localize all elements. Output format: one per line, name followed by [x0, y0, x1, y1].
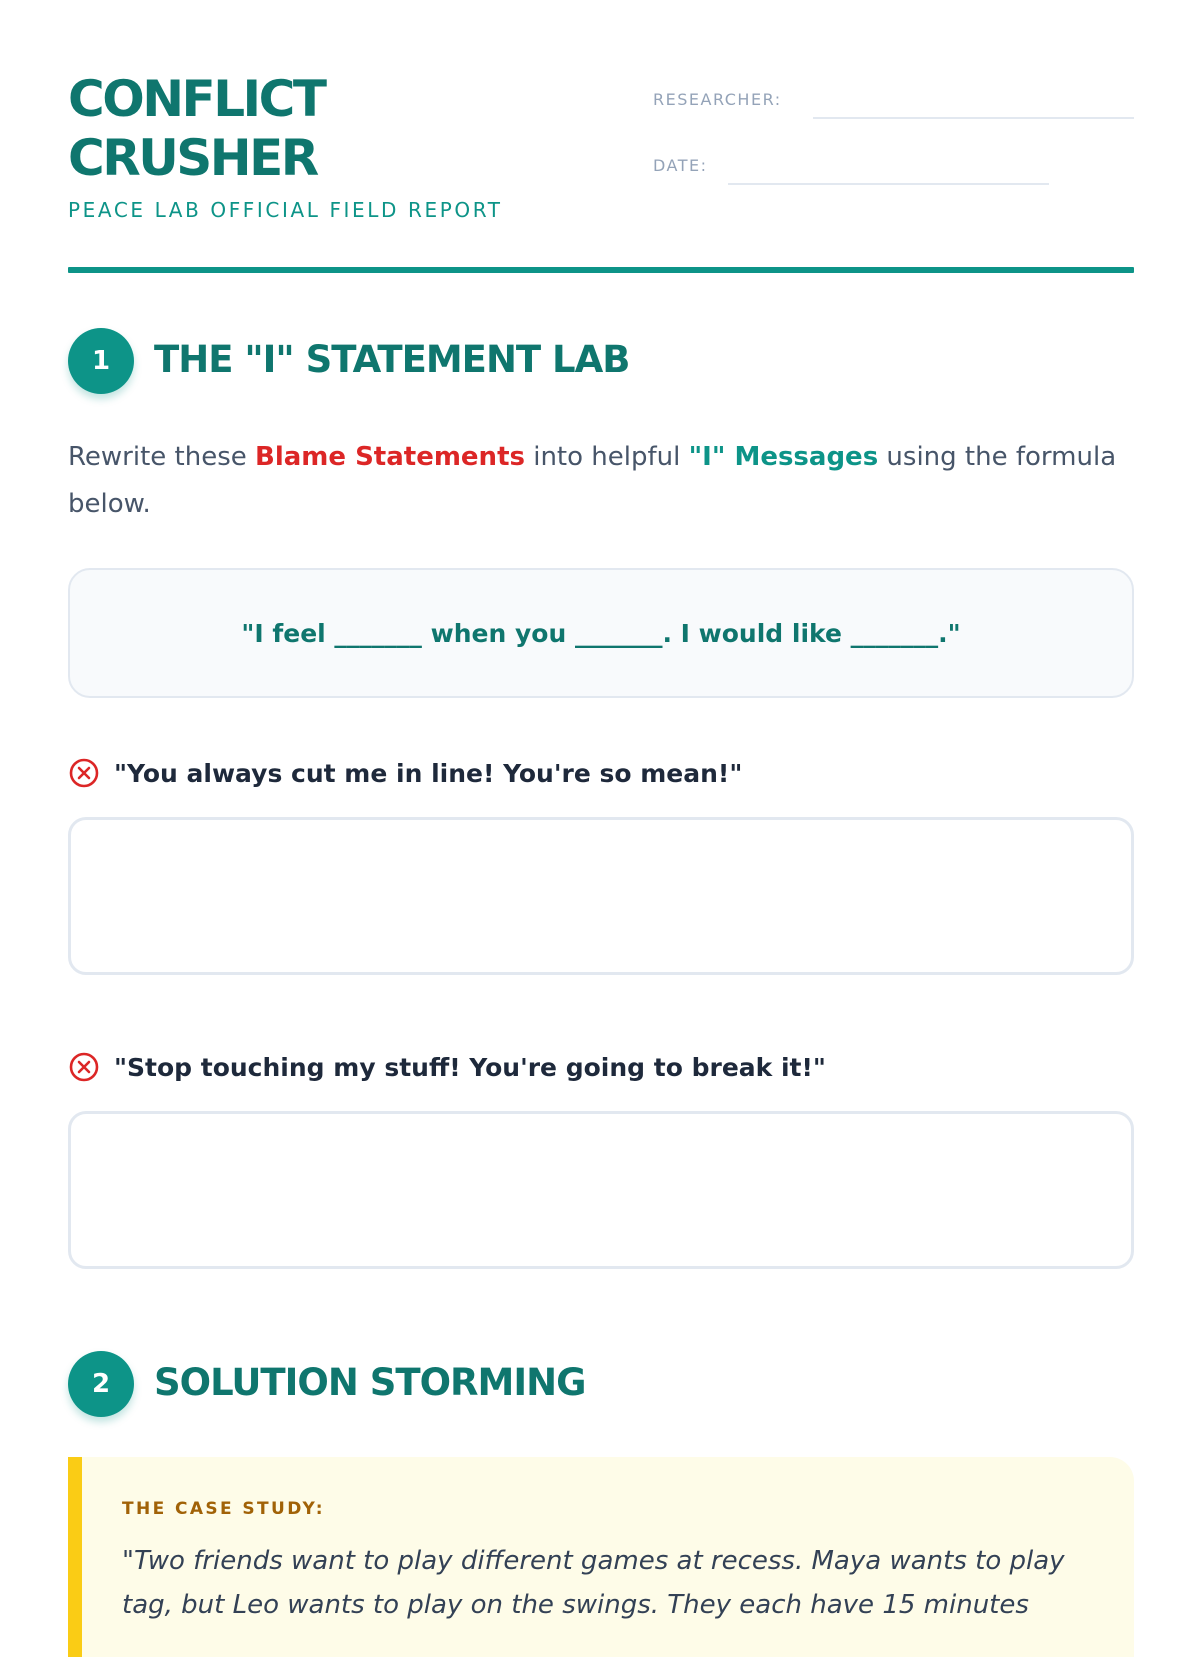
intro-text-after: using the formula below. — [68, 442, 1117, 519]
blame-prompt-text: "You always cut me in line! You're so mean!" — [114, 758, 743, 788]
blame-prompt-text: "Stop touching my stuff! You're going to break it!" — [114, 1052, 826, 1082]
case-study-text: "Two friends want to play different games at recess. Maya wants to play tag, but Leo wants to play on the swings. They each have 15 minutes — [122, 1546, 1065, 1620]
section-1-title: THE "I" STATEMENT LAB — [154, 338, 630, 381]
section-1-badge: 1 — [68, 328, 134, 394]
section-2-title: SOLUTION STORMING — [154, 1361, 586, 1404]
worksheet-page — [68, 0, 1134, 1620]
intro-text-middle: into helpful — [524, 442, 689, 472]
case-study-card — [68, 1457, 1134, 1657]
blame-prompt-1 — [68, 757, 742, 789]
case-study-label: THE CASE STUDY: — [122, 1499, 325, 1519]
section-1-instructions — [68, 434, 1134, 528]
date-field[interactable] — [728, 183, 1049, 185]
blame-statements-highlight: Blame Statements — [255, 442, 525, 472]
header-divider — [68, 267, 1134, 273]
x-circle-icon — [68, 1051, 100, 1083]
page-subtitle: PEACE LAB OFFICIAL FIELD REPORT — [68, 198, 503, 222]
i-messages-highlight: "I" Messages — [688, 442, 879, 472]
researcher-label: RESEARCHER: — [653, 90, 782, 109]
section-2-badge: 2 — [68, 1351, 134, 1417]
date-label: DATE: — [653, 156, 708, 175]
blame-prompt-2 — [68, 1051, 826, 1083]
formula-text: "I feel _______ when you _______. I would like _______." — [241, 618, 961, 648]
formula-box — [68, 568, 1134, 698]
answer-box-1[interactable] — [68, 817, 1134, 975]
title-line-2: CRUSHER — [68, 129, 317, 187]
title-line-1: CONFLICT — [68, 70, 325, 128]
answer-box-2[interactable] — [68, 1111, 1134, 1269]
researcher-field[interactable] — [813, 117, 1134, 119]
x-circle-icon — [68, 757, 100, 789]
intro-text-before: Rewrite these — [68, 442, 256, 472]
